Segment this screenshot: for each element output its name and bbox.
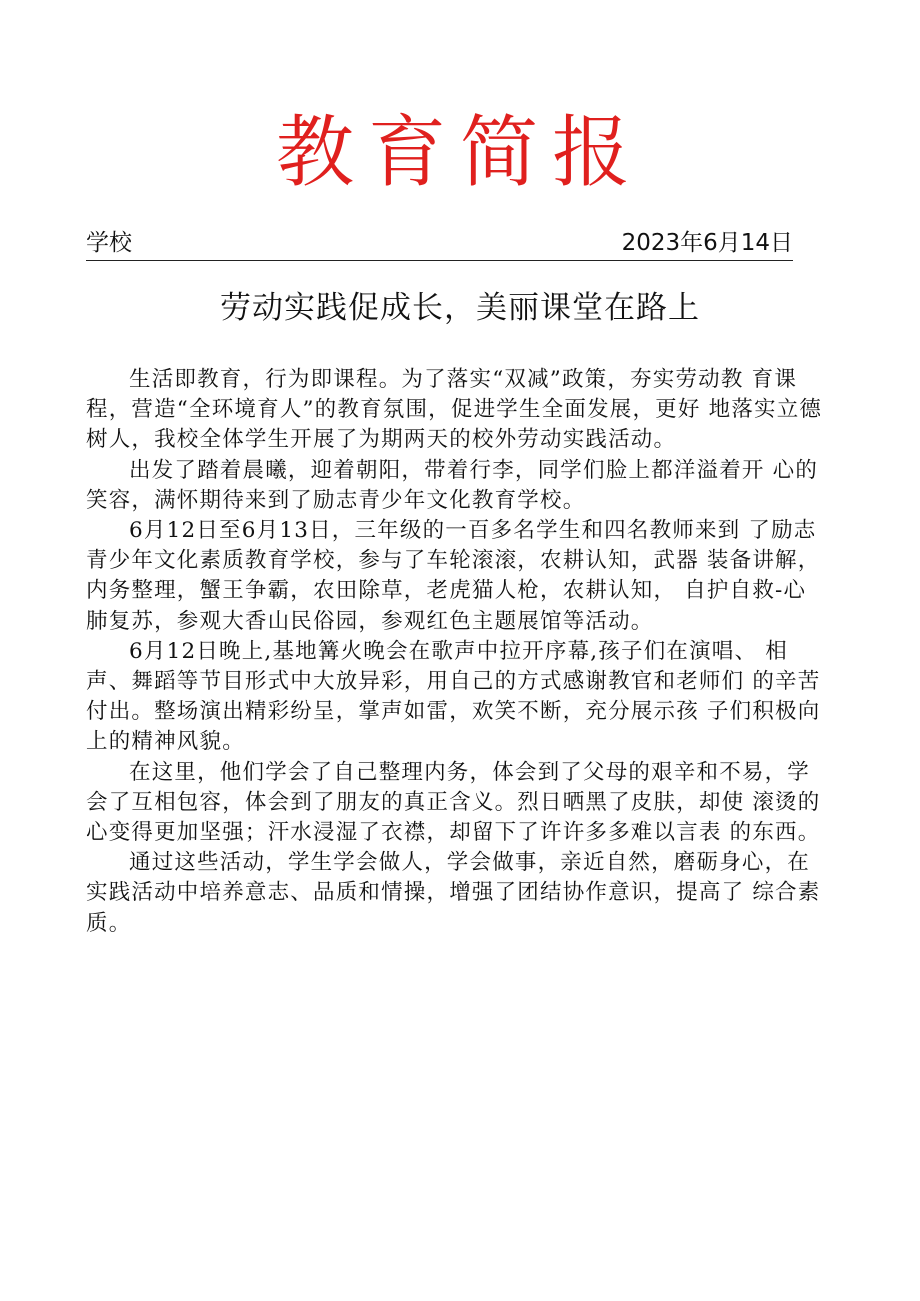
paragraph: 6月12日晚上,基地篝火晚会在歌声中拉开序幕,孩子们在演唱、 相声、舞蹈等节目形式中大放异彩，用自己的方式感谢教官和老师们 的辛苦付出。整场演出精彩纷呈，掌声如雷，欢笑不断，充分展示孩 子们积极向上的精神风貌。 [86, 638, 821, 755]
paragraph: 在这里，他们学会了自己整理内务，体会到了父母的艰辛和不易，学会了互相包容，体会到了朋友的真正含义。烈日晒黑了皮肤，却使 滚烫的心变得更加坚强；汗水浸湿了衣襟，却留下了许许多多难以言表 的东西。 [86, 759, 821, 846]
paragraph: 生活即教育，行为即课程。为了落实“双减”政策，夯实劳动教 育课程，营造“全环境育人”的教育氛围，促进学生全面发展，更好 地落实立德树人，我校全体学生开展了为期两天的校外劳动实践活动。 [86, 367, 823, 453]
article-title: 劳动实践促成长，美丽课堂在路上 [220, 290, 700, 326]
paragraph: 6月12日至6月13日，三年级的一百多名学生和四名教师来到 了励志青少年文化素质教育学校，参与了车轮滚滚，农耕认知，武器 装备讲解，内务整理，蟹王争霸，农田除草，老虎猫人枪，农耕认知， 自护自救-心肺复苏，参观大香山民俗园，参观红色主题展馆等活动。 [86, 518, 821, 634]
meta-row [86, 226, 793, 261]
paragraph: 出发了踏着晨曦，迎着朝阳，带着行李，同学们脸上都洋溢着开 心的笑容，满怀期待来到了励志青少年文化教育学校。 [86, 457, 819, 513]
issue-date: 2023年6月14日 [621, 230, 793, 256]
newsletter-masthead: 教育简报 [275, 108, 644, 198]
school-label: 学校 [86, 230, 132, 256]
article-body [86, 365, 826, 939]
paragraph: 通过这些活动，学生学会做人，学会做事，亲近自然，磨砺身心，在实践活动中培养意志、品质和情操，增强了团结协作意识，提高了 综合素质。 [86, 850, 821, 936]
